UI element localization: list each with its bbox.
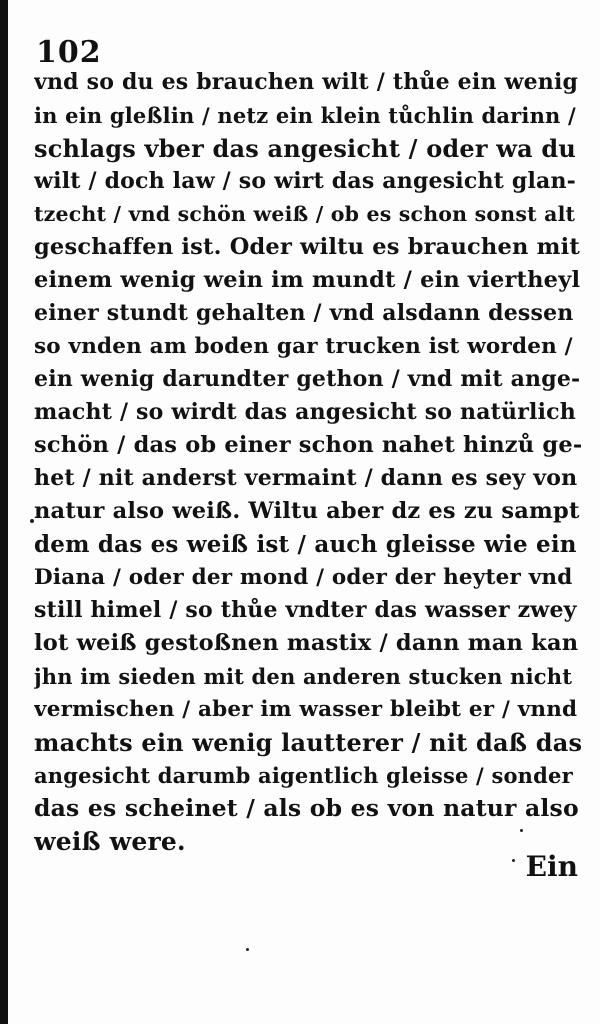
text-line: vnd so du es brauchen wilt / thůe ein wenig bbox=[34, 69, 579, 95]
text-line: ein wenig darundter gethon / vnd mit ange- bbox=[34, 366, 581, 392]
text-line: weiß were. bbox=[34, 827, 186, 856]
text-line: macht / so wirdt das angesicht so natürlich bbox=[34, 399, 576, 425]
text-line: so vnden am boden gar trucken ist worden / bbox=[34, 334, 573, 359]
text-line: in ein gleßlin / netz ein klein tůchlin darinn / bbox=[34, 103, 576, 128]
ink-speck bbox=[246, 948, 249, 951]
text-line: schlags vber das angesicht / oder wa du bbox=[34, 134, 577, 163]
text-line: natur also weiß. Wiltu aber dz es zu sampt bbox=[34, 498, 580, 524]
text-line: jhn im sieden mit den anderen stucken nicht bbox=[34, 664, 573, 689]
ink-speck bbox=[520, 829, 523, 832]
text-line: vermischen / aber im wasser bleibt er / vnnd bbox=[34, 697, 578, 722]
text-block bbox=[34, 66, 582, 858]
text-line: schön / das ob einer schon nahet hinzů ge- bbox=[34, 432, 582, 458]
text-line: einer stundt gehalten / vnd alsdann dessen bbox=[34, 300, 574, 326]
ink-speck bbox=[30, 519, 34, 523]
text-line: machts ein wenig lautterer / nit daß das bbox=[34, 728, 582, 757]
text-line: het / nit anderst vermaint / dann es sey von bbox=[34, 465, 578, 491]
text-line: wilt / doch law / so wirt das angesicht glan- bbox=[34, 168, 576, 194]
text-line: Diana / oder der mond / oder der heyter vnd bbox=[34, 565, 573, 590]
text-line: still himel / so thůe vndter das wasser zwey bbox=[34, 597, 577, 623]
text-line: dem das es weiß ist / auch gleisse wie ein bbox=[34, 531, 577, 558]
text-line: einem wenig wein im mundt / ein viertheyl bbox=[34, 267, 581, 293]
text-line: tzecht / vnd schön weiß / ob es schon sonst alt bbox=[34, 202, 576, 226]
page-gutter-edge bbox=[0, 0, 8, 1024]
text-line: geschaffen ist. Oder wiltu es brauchen mit bbox=[34, 234, 580, 260]
text-line: lot weiß gestoßnen mastix / dann man kan bbox=[34, 630, 579, 656]
text-line: das es scheinet / als ob es von natur also bbox=[34, 794, 579, 822]
text-line: angesicht darumb aigentlich gleisse / sonder bbox=[34, 763, 573, 788]
catchword: Ein bbox=[525, 850, 578, 883]
page-number: 102 bbox=[36, 35, 102, 70]
ink-speck bbox=[512, 859, 515, 862]
